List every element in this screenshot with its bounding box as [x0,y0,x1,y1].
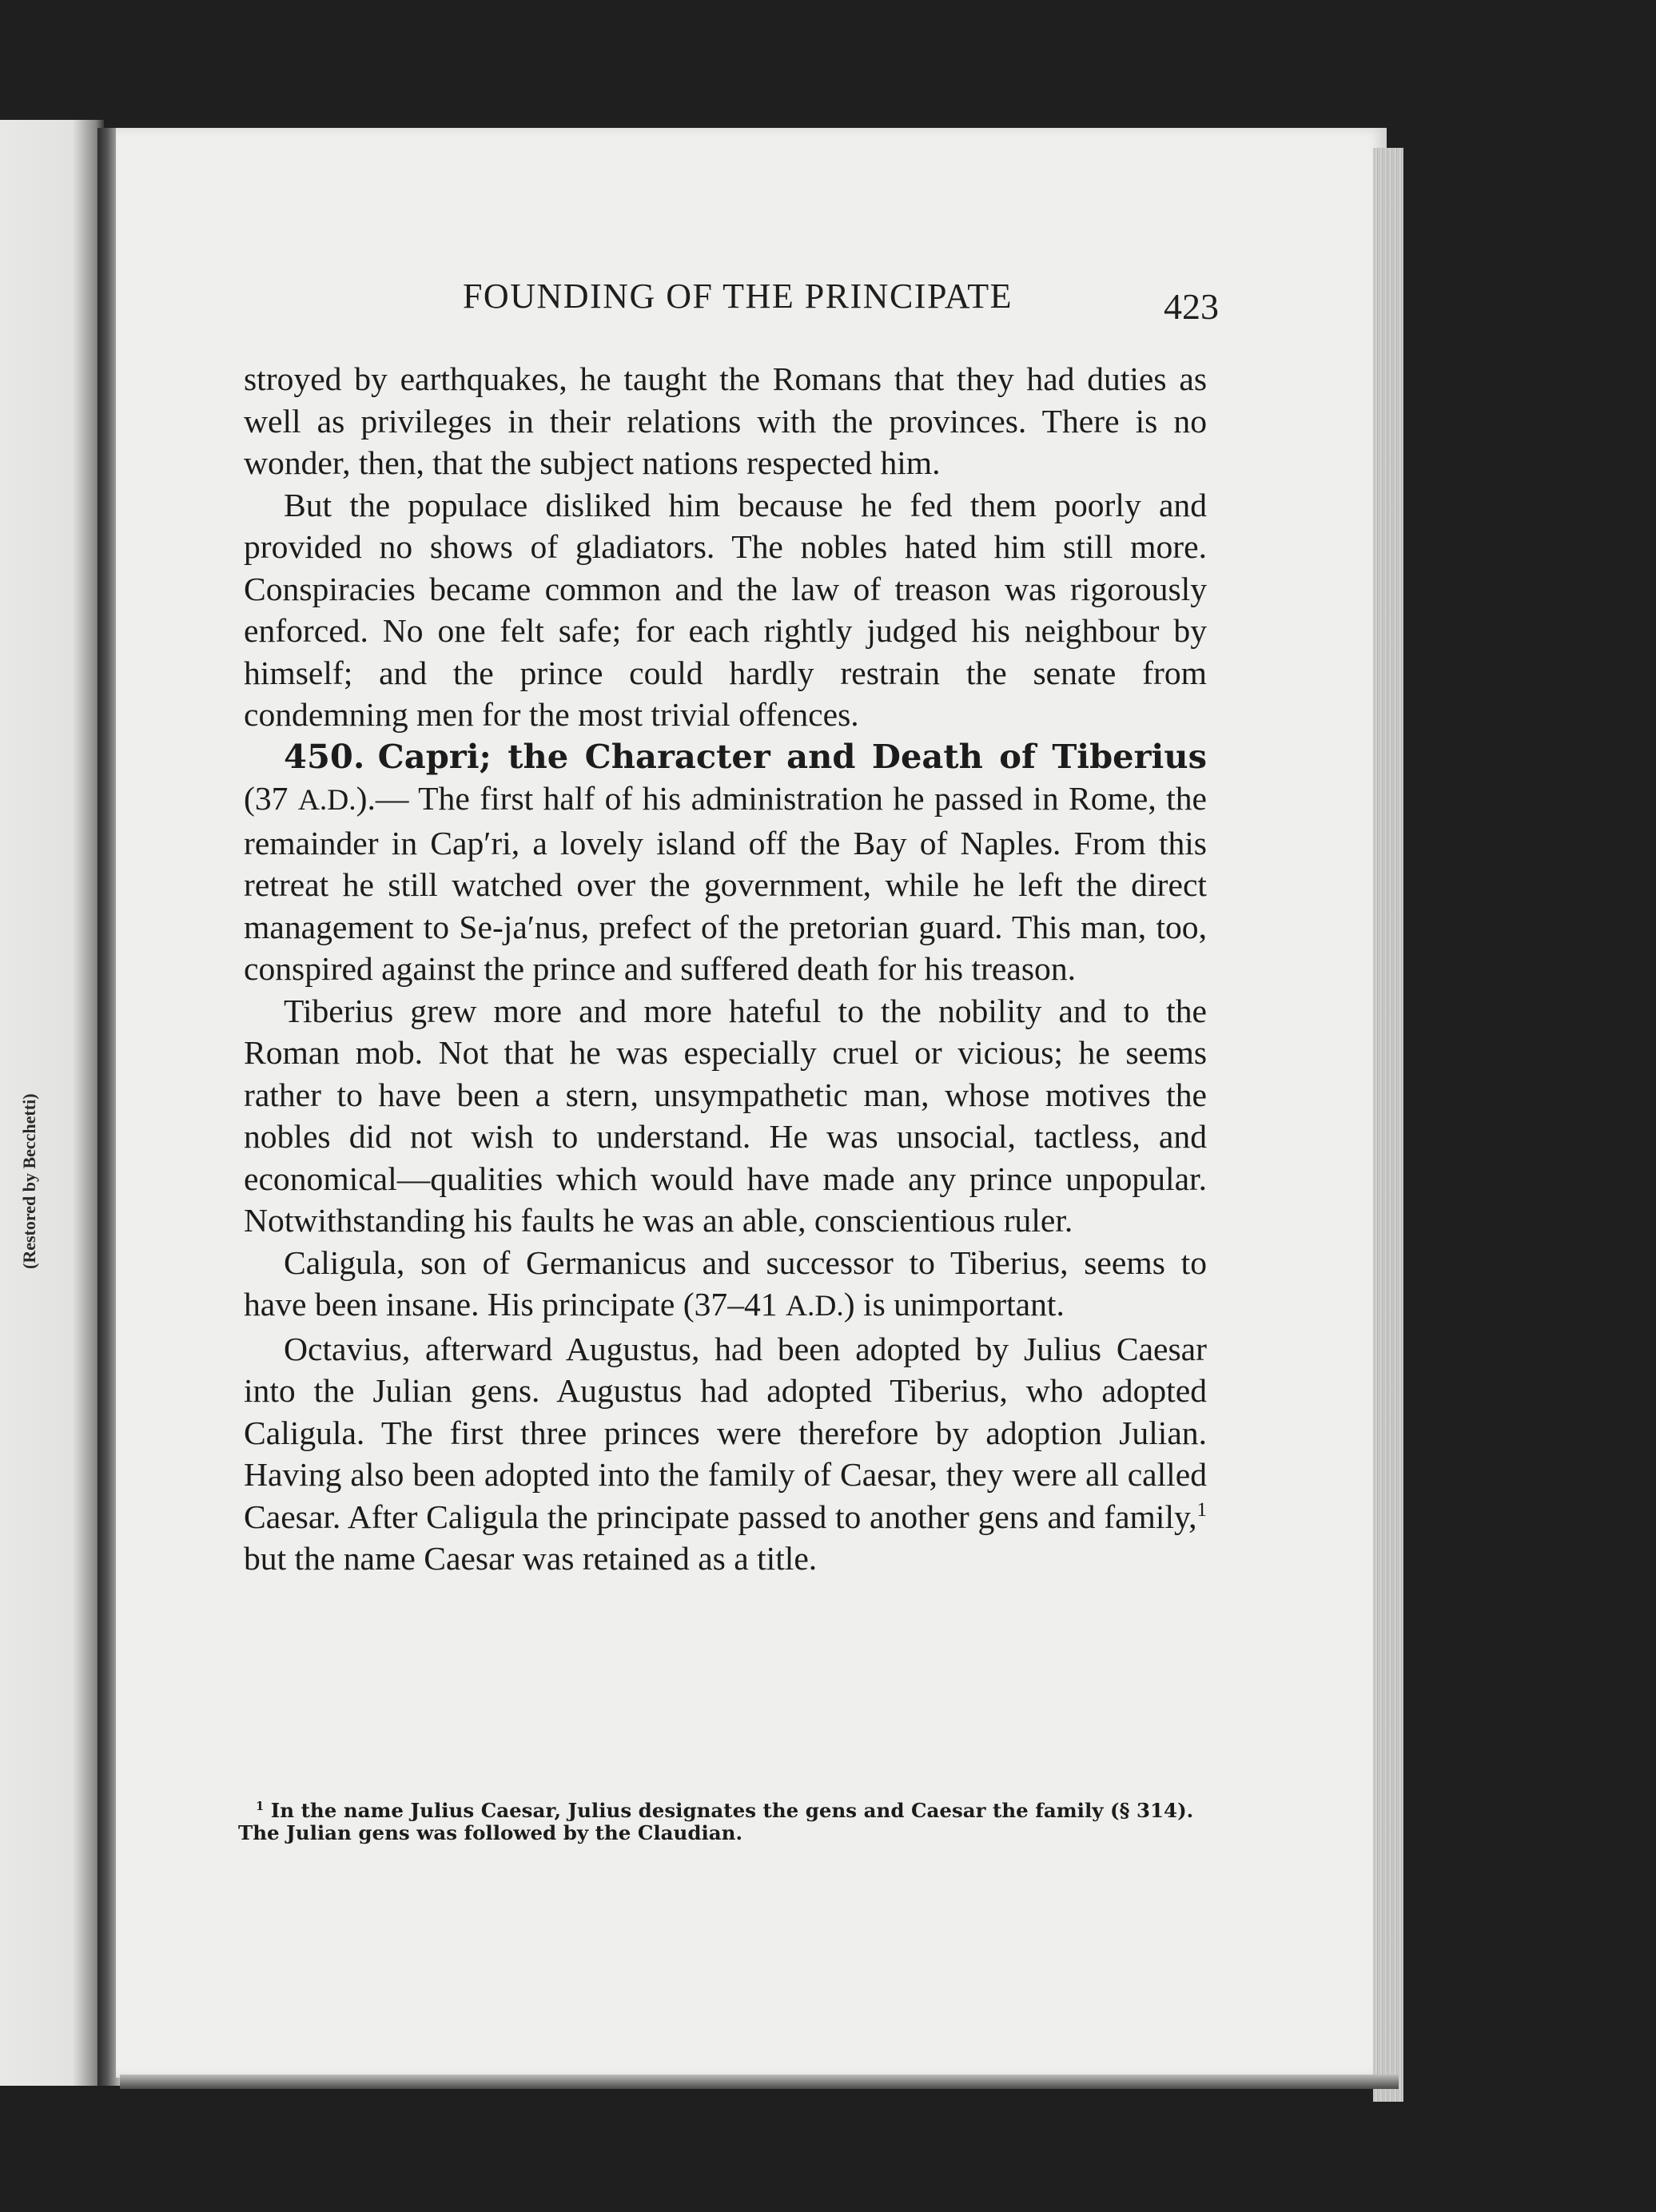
paragraph-text: Octavius, afterward Augustus, had been adopted by Julius Caesar into the Julian gens. Augustus had adopted Tiberius, who adopted Caligula. The first three princes were therefore by adoption Julian. Having also been adopted into the family of Caesar, they were all called Caesar. After Caligula the principate passed to another gens and family, [244,1330,1207,1535]
paragraph-text: but the name Caesar was retained as a title. [244,1540,818,1577]
section-date-close: ).— [356,780,409,817]
footnote-line [238,1800,1209,1822]
paragraph-text: ) is unimportant. [843,1286,1065,1323]
footnote [238,1800,1209,1844]
footnote-text: In the name Julius Caesar, Julius designates the gens and Caesar the family (§ 314). [264,1799,1194,1822]
paragraph: But the populace disliked him because he fed them poorly and provided no shows of gladiators. The nobles hated him still more. Conspiracies became common and the law of treason was rigorously enforced. No one felt safe; for each rightly judged his neighbour by himself; and the prince could hardly restrain the senate from condemning men for the most trivial offences. [244,486,1207,733]
left-page-caption: (Restored by Becchetti) [19,1093,39,1269]
body-text [244,358,1207,1580]
paragraph [244,1242,1207,1328]
paragraph [244,1328,1207,1580]
running-head: FOUNDING OF THE PRINCIPATE [462,276,1013,316]
left-page [0,120,104,2086]
footnote-line: The Julian gens was followed by the Claudian. [238,1821,743,1844]
paragraph: stroyed by earthquakes, he taught the Romans that they had duties as well as privileges in their relations with the provinces. There is no wonder, then, that the subject nations respected him. [244,360,1207,481]
section-number: 450. [284,736,365,776]
paragraph: Tiberius grew more and more hateful to the nobility and to the Roman mob. Not that he was especially cruel or vicious; he seems rather to have been a stern, unsympathetic man, whose motives the nobles did not wish to understand. He was unsocial, tactless, and economical—qualities which would have made any prince unpopular. Notwithstanding his faults he was an able, conscientious ruler. [244,992,1207,1239]
footnote-marker: 1 [256,1799,265,1813]
footnote-reference: 1 [1196,1498,1207,1521]
section-text: The first half of his administration he passed in Rome, the remainder in Cap′ri, a lovely island off the Bay of Naples. From this retreat he still watched over the government, while he left the direct management to Se-ja′nus, prefect of the pretorian guard. This man, too, conspired against the prince and suffered death for his treason. [244,780,1208,987]
paragraph-text: Caligula, son of Germanicus and successor to Tiberius, seems to have been insane. His principate (37–41 [244,1243,1207,1323]
section-date-open: (37 [244,780,298,817]
section-title: Capri; the Character and Death of Tiberius [377,736,1207,776]
page-edge [1373,148,1403,2102]
page-number: 423 [1164,286,1219,327]
page-bottom-edge [120,2075,1399,2089]
section-date-era: A.D. [297,784,356,817]
era-label: A.D. [786,1290,844,1323]
section-paragraph [244,736,1207,990]
